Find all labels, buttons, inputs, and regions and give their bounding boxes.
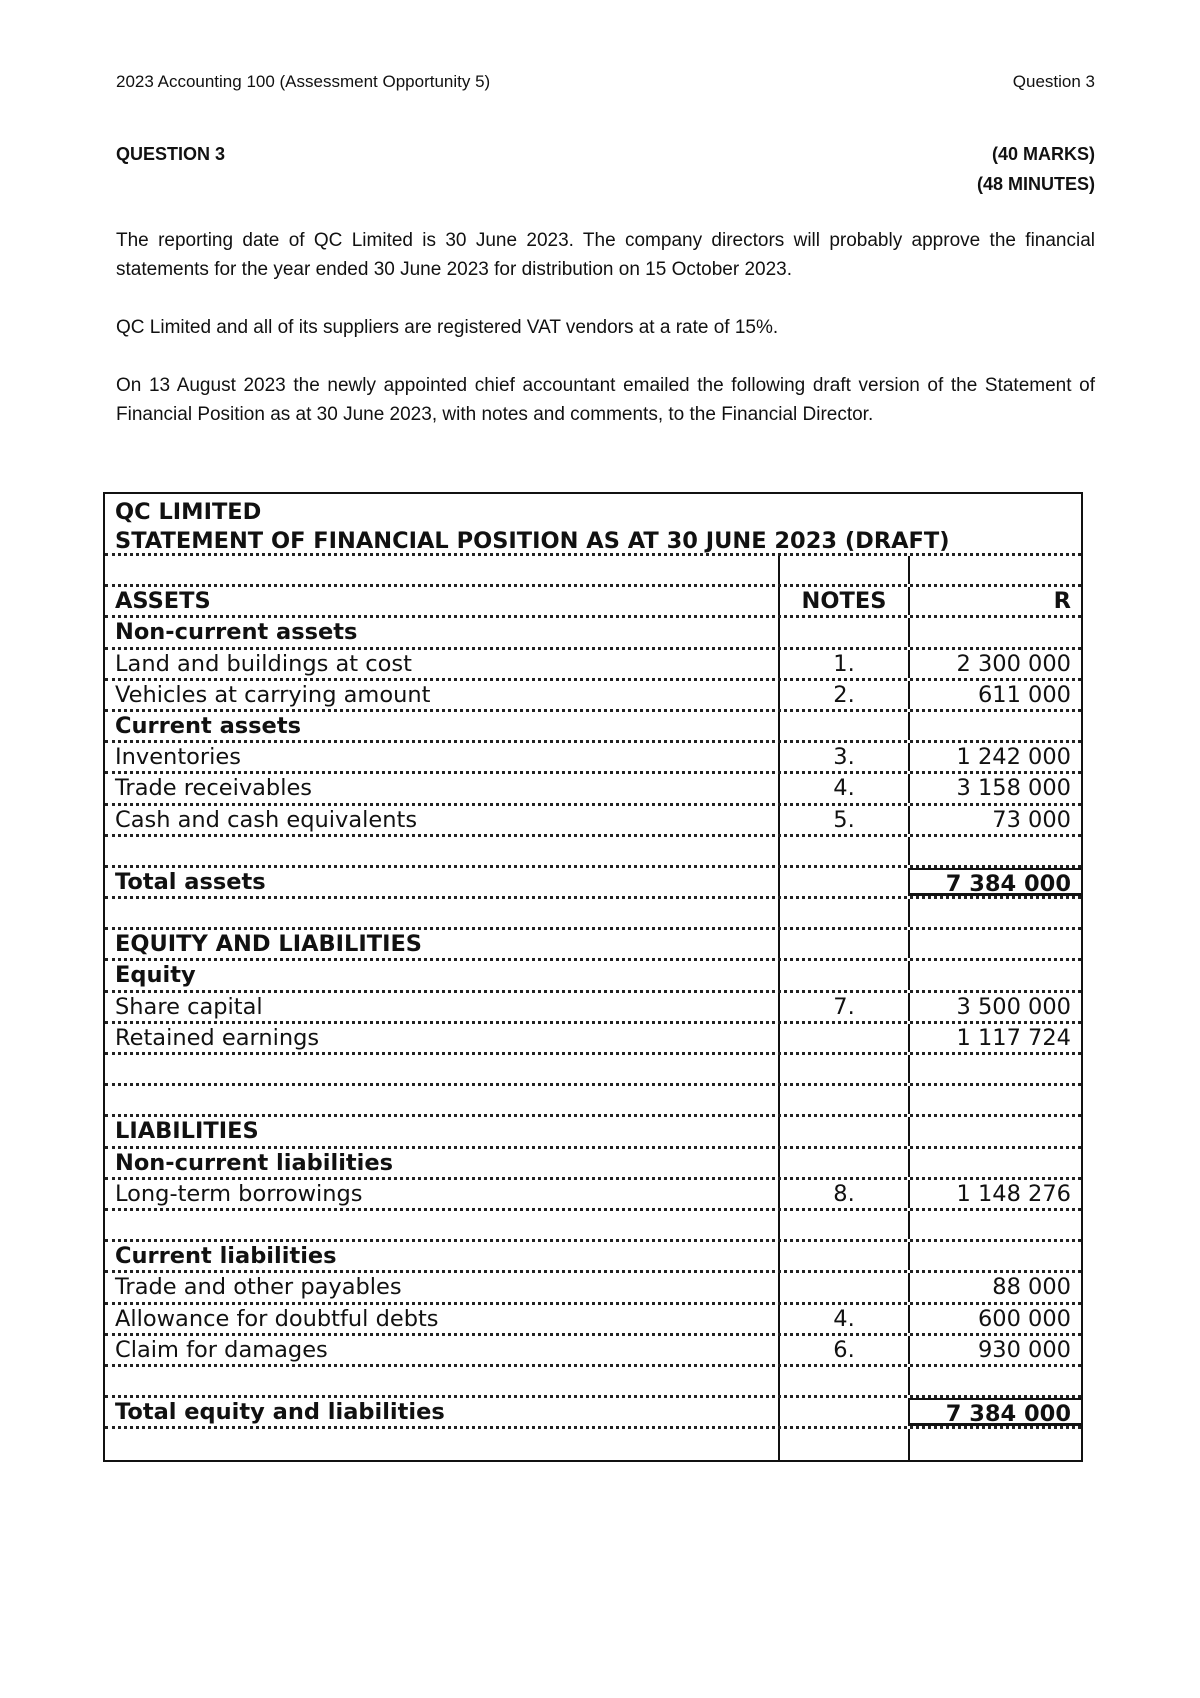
row-amount [910, 556, 1081, 584]
row-note: 6. [780, 1336, 910, 1364]
page-header [116, 72, 1095, 92]
paragraph-email: On 13 August 2023 the newly appointed chief accountant emailed the following draft version of the Statement of Financial Position as at 30 June 2023, with notes and comments, to the Financial Director. [116, 375, 1095, 425]
row-label: Trade and other payables [105, 1273, 780, 1301]
row-amount: 2 300 000 [956, 650, 1071, 677]
row-label: Non-current assets [105, 618, 780, 646]
row-amount: R [1053, 588, 1071, 615]
row-note: 5. [780, 806, 910, 834]
row-note [780, 1055, 910, 1083]
row-note [780, 961, 910, 989]
row-amount [910, 1117, 1081, 1145]
table-row [105, 993, 1081, 1024]
table-row [105, 681, 1081, 712]
row-label: Total assets [105, 868, 780, 896]
row-amount: 600 000 [977, 1305, 1071, 1332]
table-row [105, 868, 1081, 899]
row-note [780, 1398, 910, 1426]
row-label: Equity [105, 961, 780, 989]
row-label [105, 1086, 780, 1114]
question-heading [116, 139, 1095, 199]
row-amount [910, 961, 1081, 989]
row-label: Share capital [105, 993, 780, 1021]
header-course: 2023 Accounting 100 (Assessment Opportunity 5) [116, 72, 491, 91]
table-row [105, 774, 1081, 805]
row-note [780, 837, 910, 865]
row-label: Land and buildings at cost [105, 650, 780, 678]
row-amount: 3 158 000 [956, 775, 1071, 802]
row-note: 4. [780, 774, 910, 802]
row-note: NOTES [780, 587, 910, 615]
table-row [105, 1180, 1081, 1211]
statement-title: STATEMENT OF FINANCIAL POSITION AS AT 30 JUNE 2023 (DRAFT) [115, 528, 950, 554]
table-row [105, 1336, 1081, 1367]
paragraph-vat: QC Limited and all of its suppliers are registered VAT vendors at a rate of 15%. [116, 317, 779, 338]
table-row [105, 1055, 1081, 1086]
row-amount [910, 1211, 1081, 1239]
table-row [105, 1211, 1081, 1242]
table-row [105, 1367, 1081, 1398]
question-marks: (40 MARKS) [991, 144, 1095, 164]
row-note [780, 712, 910, 740]
row-amount [910, 1242, 1081, 1270]
statement-rows [105, 556, 1081, 1460]
statement-of-financial-position [103, 492, 1083, 1462]
row-amount: 1 148 276 [956, 1180, 1071, 1207]
row-label: Long-term borrowings [105, 1180, 780, 1208]
row-label: Cash and cash equivalents [105, 806, 780, 834]
row-note [780, 1149, 910, 1177]
company-name: QC LIMITED [115, 499, 262, 525]
row-note [780, 1367, 910, 1395]
row-label: Current liabilities [105, 1242, 780, 1270]
row-amount [910, 899, 1081, 927]
row-amount [910, 1086, 1081, 1114]
row-amount [910, 712, 1081, 740]
row-note [780, 556, 910, 584]
row-note [780, 868, 910, 896]
table-row [105, 650, 1081, 681]
table-row [105, 1086, 1081, 1117]
row-amount: 88 000 [992, 1274, 1071, 1301]
table-row [105, 1149, 1081, 1180]
table-row [105, 743, 1081, 774]
row-note: 1. [780, 650, 910, 678]
row-note: 4. [780, 1305, 910, 1333]
table-row [105, 1273, 1081, 1304]
row-label [105, 1055, 780, 1083]
table-row [105, 1117, 1081, 1148]
row-label: Trade receivables [105, 774, 780, 802]
table-row [105, 1398, 1081, 1429]
row-label: Inventories [105, 743, 780, 771]
row-label: Allowance for doubtful debts [105, 1305, 780, 1333]
table-row [105, 1305, 1081, 1336]
row-amount: 1 242 000 [956, 744, 1071, 771]
row-note [780, 1211, 910, 1239]
row-amount [910, 1149, 1081, 1177]
row-note [780, 1024, 910, 1052]
row-note [780, 1429, 910, 1460]
row-label: Claim for damages [105, 1336, 780, 1364]
table-row [105, 930, 1081, 961]
row-amount: 73 000 [992, 806, 1071, 833]
row-amount [910, 837, 1081, 865]
row-amount [910, 1055, 1081, 1083]
row-label [105, 899, 780, 927]
row-amount: 1 117 724 [956, 1024, 1071, 1051]
paragraph-reporting-date: The reporting date of QC Limited is 30 June 2023. The company directors will probably approve the financial statements for the year ended 30 June 2023 for distribution on 15 October 2023. [116, 230, 1095, 280]
row-amount [910, 1429, 1081, 1460]
row-label [105, 556, 780, 584]
row-label: LIABILITIES [105, 1117, 780, 1145]
table-row [105, 1242, 1081, 1273]
row-note: 8. [780, 1180, 910, 1208]
row-note [780, 1086, 910, 1114]
row-note: 2. [780, 681, 910, 709]
header-question: Question 3 [1012, 72, 1095, 91]
row-note [780, 1117, 910, 1145]
question-title: QUESTION 3 [116, 144, 226, 164]
row-label: ASSETS [105, 587, 780, 615]
table-row [105, 961, 1081, 992]
table-row [105, 806, 1081, 837]
table-row [105, 712, 1081, 743]
row-label [105, 837, 780, 865]
row-amount [910, 930, 1081, 958]
table-row [105, 587, 1081, 618]
row-amount: 611 000 [977, 681, 1071, 708]
row-note [780, 930, 910, 958]
row-note: 3. [780, 743, 910, 771]
row-label [105, 1429, 780, 1460]
row-label [105, 1211, 780, 1239]
row-label: Current assets [105, 712, 780, 740]
row-label: Total equity and liabilities [105, 1398, 780, 1426]
row-note [780, 1242, 910, 1270]
row-note [780, 618, 910, 646]
table-row [105, 1024, 1081, 1055]
row-label [105, 1367, 780, 1395]
row-amount: 930 000 [977, 1336, 1071, 1363]
row-label: Vehicles at carrying amount [105, 681, 780, 709]
row-note [780, 899, 910, 927]
row-note: 7. [780, 993, 910, 1021]
row-label: Retained earnings [105, 1024, 780, 1052]
table-row [105, 618, 1081, 649]
row-amount: 3 500 000 [956, 993, 1071, 1020]
row-label: EQUITY AND LIABILITIES [105, 930, 780, 958]
row-amount [910, 618, 1081, 646]
table-row [105, 837, 1081, 868]
table-row [105, 556, 1081, 587]
statement-title-block [105, 494, 1081, 556]
table-row [105, 899, 1081, 930]
row-note [780, 1273, 910, 1301]
row-amount [910, 1367, 1081, 1395]
row-label: Non-current liabilities [105, 1149, 780, 1177]
question-minutes: (48 MINUTES) [976, 174, 1095, 194]
row-amount: 7 384 000 [910, 1398, 1081, 1426]
row-amount: 7 384 000 [910, 868, 1081, 896]
table-row [105, 1429, 1081, 1460]
